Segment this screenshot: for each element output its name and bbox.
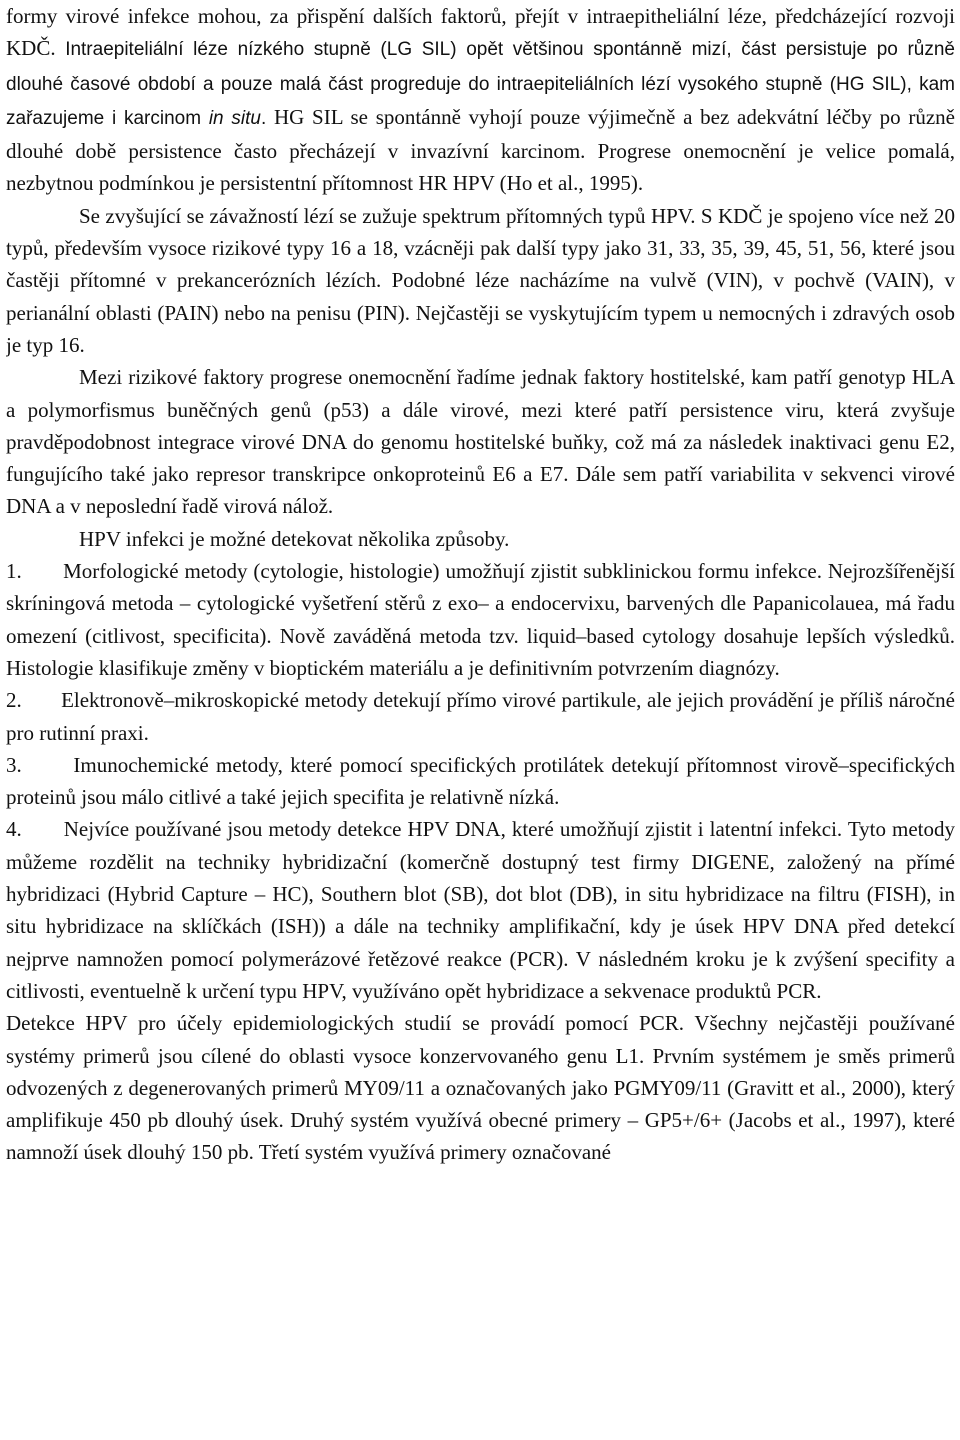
paragraph-1-italic-term: in situ xyxy=(208,107,261,129)
paragraph-hpv-types xyxy=(6,200,955,361)
list-item-dna-detection xyxy=(6,813,955,1007)
method-1-text-b: Nejrozšířenější skríningová metoda – cytologické vyšetření stěrů z exo– a endocervixu, barvených dle Papanicolauea, má řadu omezení (citlivost, specificita). Nově zaváděná metoda tzv. liquid–based cytology dosahuje lepších výsledků. Histologie klasifikuje změny v bioptickém materiálu a je definitivním potvrzením diagnózy. xyxy=(6,559,955,680)
paragraph-pcr-detection: Detekce HPV pro účely epidemiologických studií se provádí pomocí PCR. Všechny nejčastěji používané systémy primerů jsou cílené do oblasti vysoce konzervovaného genu L1. Prvním systémem je směs primerů odvozených z degenerovaných primerů MY09/11 a označovaných jako PGMY09/11 (Gravitt et al., 2000), který amplifikuje 450 pb dlouhý úsek. Druhý systém využívá obecné primery – GP5+/6+ (Jacobs et al., 1997), které namnoží úsek dlouhý 150 pb. Třetí systém využívá primery označované xyxy=(6,1011,955,1165)
method-2-text: 2. Elektronově–mikroskopické metody detekují přímo virové partikule, ale jejich provádění je příliš náročné pro rutinní praxi. xyxy=(6,688,955,745)
paragraph-risk-factors xyxy=(6,361,955,522)
paragraph-2-text-b: Podobné léze nacházíme na vulvě (VIN), v pochvě (VAIN), v perianální oblasti (PAIN) nebo na penisu (PIN). Nejčastěji se vyskytujícím typem u nemocných i zdravých osob je typ 16. xyxy=(6,268,955,357)
paragraph-detection-intro: HPV infekci je možné detekovat několika způsoby. xyxy=(79,526,510,551)
paragraph-1-text-b: Intraepiteliální léze nízkého stupně (LG SIL) opět většinou spontánně mizí, část persistuje po různě dlouhé časové období a pouze malá část progreduje do intraepiteliálních lézí vysokého stupně (HG SIL), kam zařazujeme i karcinom xyxy=(6,39,955,129)
paragraph-2-text-a: Se zvyšující se závažností lézí se zužuje spektrum přítomných typů HPV. S KDČ je spojeno více než 20 typů, především vysoce rizikové typy 16 a 18, vzácněji pak další typy jako 31, 33, 35, 39, 45, 51, 56, které jsou častěji přítomné v prekancerózních lézích. xyxy=(6,203,955,293)
list-item-electron-microscopy xyxy=(6,684,955,749)
paragraph-1-text-a: formy virové infekce mohou, za přispění dalších faktorů, přejít v intraepitheliální léze, předcházející rozvoji KDČ. xyxy=(6,4,955,61)
paragraph-1-text-b-end: . xyxy=(260,107,274,129)
method-3-text: 3. Imunochemické metody, které pomocí specifických protilátek detekují přítomnost virově–specifických proteinů jsou málo citlivé a také jejich specifita je relativně nízká. xyxy=(6,752,955,810)
paragraph-3-text-b: Dále sem patří variabilita v sekvenci virové DNA a v neposlední řadě virová nálož. xyxy=(6,462,955,519)
method-4-text-b: Tyto metody můžeme rozdělit na techniky hybridizační (komerčně dostupný test firmy DIGENE, založený na přímé hybridizaci (Hybrid Capture – HC), Southern blot (SB), dot blot (DB), in situ hybridizace na filtru (FISH), in situ hybridizace na sklíčkách (ISH)) a dále na techniky amplifikační, kdy je úsek HPV DNA před detekcí nejprve namnožen pomocí polymerázové řetězové reakce (PCR). V následném kroku je k zvýšení specifity a citlivosti, eventuelně k určení typu HPV, využíváno opět hybridizace a sekvenace produktů PCR. xyxy=(6,817,955,1003)
paragraph-3-text-a: Mezi rizikové faktory progrese onemocnění řadíme jednak faktory hostitelské, kam patří genotyp HLA a polymorfismus buněčných genů (p53) a dále virové, mezi které patří persistence viru, která zvyšuje pravděpodobnost integrace virové DNA do genomu hostitelské buňky, což má za následek inaktivaci genu E2, fungujícího také jako represor transkripce onkoproteinů E6 a E7. xyxy=(6,365,955,487)
method-1-text-a: 1. Morfologické metody (cytologie, histologie) umožňují zjistit subklinickou formu infekce. xyxy=(6,559,828,584)
paragraph-1-text-c: HG SIL se spontánně vyhojí pouze výjimečně a bez adekvátní léčby po různě dlouhé době persistence často přecházejí v invazívní karcinom. Progrese onemocnění je velice pomalá, nezbytnou podmínkou je persistentní přítomnost HR HPV (Ho et al., 1995). xyxy=(6,104,955,196)
method-4-text-a: 4. Nejvíce používané jsou metody detekce HPV DNA, které umožňují zjistit i latentní infekci. xyxy=(6,817,848,842)
list-item-morphological-methods xyxy=(6,555,955,684)
document-page xyxy=(6,0,955,1440)
paragraph-hpv-lesions xyxy=(6,0,955,200)
list-item-immunochemical-methods xyxy=(6,749,955,814)
